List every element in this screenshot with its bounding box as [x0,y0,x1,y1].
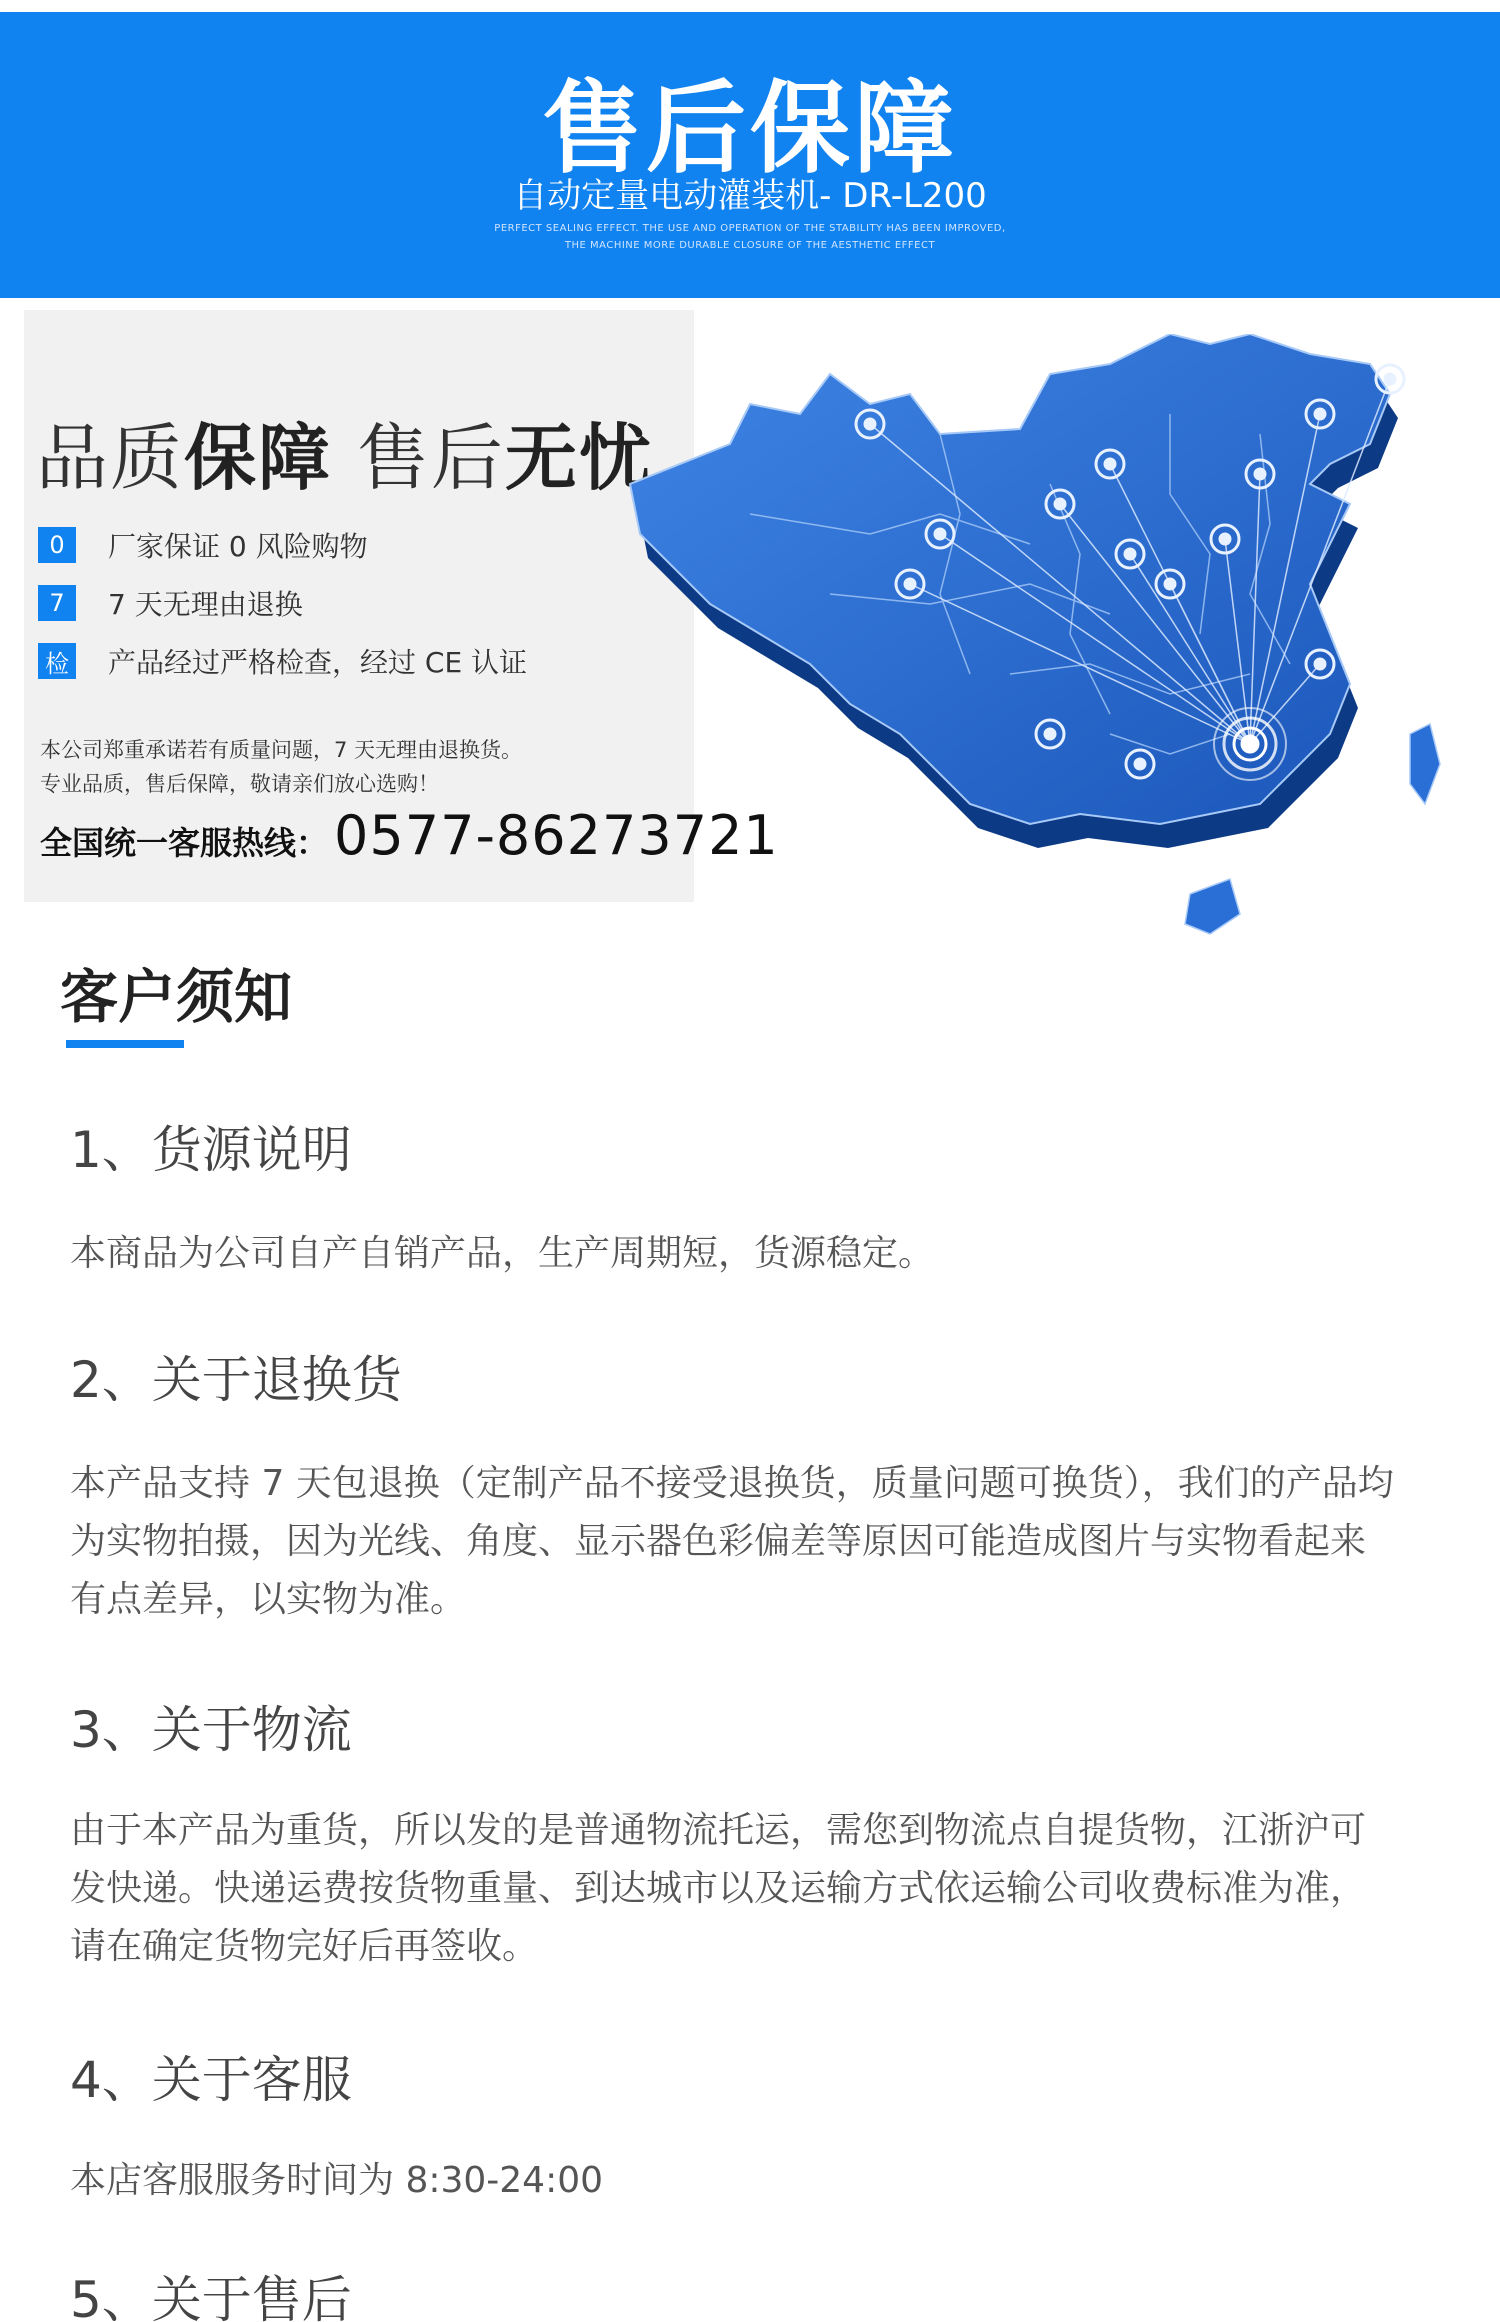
slogan [36,400,653,504]
feature-item [38,642,527,680]
promo-note-line1: 本公司郑重承诺若有质量问题，7 天无理由退换货。 [40,738,523,762]
feature-text: 7 天无理由退换 [108,588,303,621]
promo-note-line2: 专业品质，售后保障，敬请亲们放心选购！ [40,772,439,796]
feature-text: 厂家保证 0 风险购物 [108,530,368,563]
section-title: 1、货源说明 [70,1121,352,1179]
page-title: 售后保障 [542,70,958,187]
slogan-part-4: 无忧 [504,416,653,500]
section-body: 本店客服服务时间为 8:30-24:00 [70,2160,604,2201]
section-title: 2、关于退换货 [70,1351,402,1409]
feature-text: 产品经过严格检查，经过 CE 认证 [108,646,528,679]
hotline-label: 全国统一客服热线： [40,824,329,862]
section-body: 由于本产品为重货，所以发的是普通物流托运，需您到物流点自提货物，江浙沪可发快递。快递运费按货物重量、到达城市以及运输方式依运输公司收费标准为准，请在确定货物完好后再签收。 [70,1810,1367,1967]
section-title: 3、关于物流 [70,1701,352,1759]
slogan-part-3: 售后 [332,416,505,500]
section-body: 本商品为公司自产自销产品，生产周期短，货源稳定。 [70,1233,935,1274]
product-subtitle: 自动定量电动灌装机- DR-L200 [513,176,987,216]
slogan-part-1: 品质 [36,416,185,500]
feature-badge: 7 [38,585,76,621]
hotline-number[interactable]: 0577-86273721 [334,804,779,867]
notice-title: 客户须知 [60,963,293,1031]
slogan-part-2: 保障 [184,416,333,500]
section-title: 4、关于客服 [70,2051,352,2109]
english-tagline-line2: THE MACHINE MORE DURABLE CLOSURE OF THE AESTHETIC EFFECT [564,240,936,251]
feature-badge: 0 [38,527,76,563]
promo-section [0,298,1500,998]
notice-title-underline [66,1040,184,1048]
section-body: 本产品支持 7 天包退换（定制产品不接受退换货，质量问题可换货），我们的产品均为实物拍摄，因为光线、角度、显示器色彩偏差等原因可能造成图片与实物看起来有点差异，以实物为准。 [70,1463,1394,1620]
feature-item [38,584,303,622]
feature-badge: 检 [38,643,76,679]
section-title: 5、关于售后 [70,2271,352,2322]
header-banner [0,0,1500,298]
english-tagline-line1: PERFECT SEALING EFFECT. THE USE AND OPERATION OF THE STABILITY HAS BEEN IMPROVED, [494,223,1006,234]
china-map-illustration [610,334,1480,1004]
promo-panel [24,310,779,902]
feature-item [38,526,368,564]
